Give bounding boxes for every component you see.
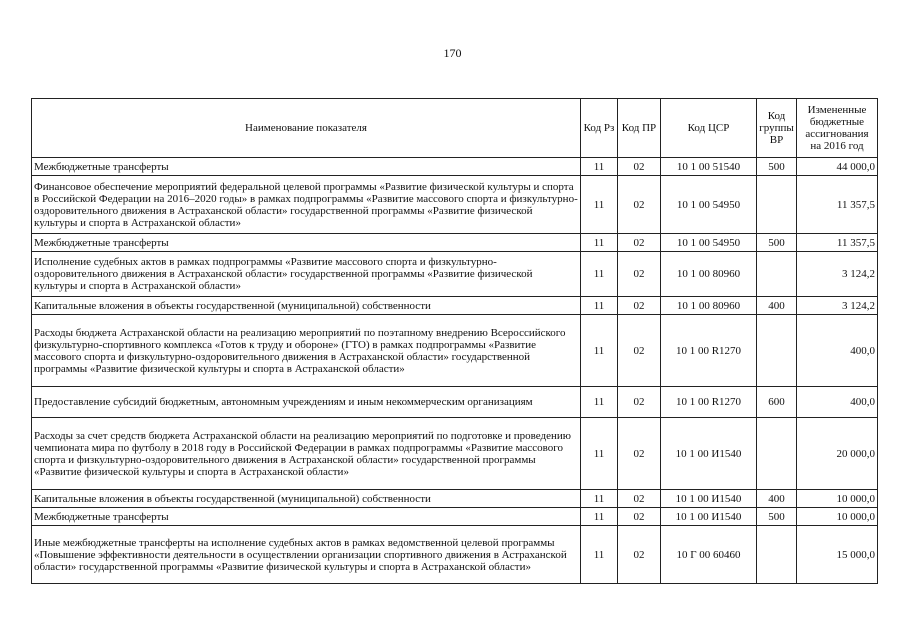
row-rz: 11 <box>581 490 618 508</box>
table-row <box>32 526 878 584</box>
page-number: 170 <box>443 46 462 60</box>
row-rz: 11 <box>581 387 618 418</box>
row-sum: 10 000,0 <box>797 490 878 508</box>
row-pr: 02 <box>618 387 661 418</box>
row-vr <box>757 252 797 297</box>
table-row <box>32 252 878 297</box>
row-rz: 11 <box>581 526 618 584</box>
row-csr: 10 1 00 80960 <box>661 297 757 315</box>
row-sum: 20 000,0 <box>797 418 878 490</box>
header-name: Наименование показателя <box>32 99 581 158</box>
row-name: Иные межбюджетные трансферты на исполнение судебных актов в рамках ведомственной целевой программы «Повышение эффективности деятельности в осуществлении организации спортивного движения в Астраханской области» государственной программы «Развитие физической культуры и спорта в Астраханской области» <box>32 526 581 584</box>
row-csr: 10 1 00 54950 <box>661 176 757 234</box>
header-csr: Код ЦСР <box>661 99 757 158</box>
row-csr: 10 1 00 И1540 <box>661 508 757 526</box>
row-rz: 11 <box>581 234 618 252</box>
row-vr <box>757 418 797 490</box>
table-row <box>32 508 878 526</box>
row-pr: 02 <box>618 418 661 490</box>
row-name: Расходы за счет средств бюджета Астраханской области на реализацию мероприятий по подготовке и проведению чемпионата мира по футболу в 2018 году в Российской Федерации в рамках подпрограммы «Развитие массового спорта и физкультурно-оздоровительного движения в Астраханской области» государственной программы «Развитие физической культуры и спорта в Астраханской области» <box>32 418 581 490</box>
row-rz: 11 <box>581 176 618 234</box>
row-pr: 02 <box>618 158 661 176</box>
header-vr: Код группы ВР <box>757 99 797 158</box>
row-pr: 02 <box>618 526 661 584</box>
row-vr: 500 <box>757 508 797 526</box>
header-rz: Код Рз <box>581 99 618 158</box>
row-vr: 500 <box>757 234 797 252</box>
row-sum: 400,0 <box>797 387 878 418</box>
table-row <box>32 158 878 176</box>
row-pr: 02 <box>618 508 661 526</box>
table-row <box>32 315 878 387</box>
row-csr: 10 1 00 R1270 <box>661 315 757 387</box>
row-rz: 11 <box>581 297 618 315</box>
row-pr: 02 <box>618 234 661 252</box>
row-vr: 600 <box>757 387 797 418</box>
row-vr <box>757 526 797 584</box>
row-vr <box>757 176 797 234</box>
row-csr: 10 1 00 54950 <box>661 234 757 252</box>
header-row <box>32 99 878 158</box>
row-rz: 11 <box>581 418 618 490</box>
row-sum: 44 000,0 <box>797 158 878 176</box>
header-sum: Измененные бюджетные ассигнования на 2016 год <box>797 99 878 158</box>
table-row <box>32 234 878 252</box>
row-sum: 3 124,2 <box>797 297 878 315</box>
row-pr: 02 <box>618 252 661 297</box>
row-sum: 15 000,0 <box>797 526 878 584</box>
row-rz: 11 <box>581 158 618 176</box>
row-vr: 500 <box>757 158 797 176</box>
row-sum: 3 124,2 <box>797 252 878 297</box>
row-name: Межбюджетные трансферты <box>32 234 581 252</box>
row-sum: 10 000,0 <box>797 508 878 526</box>
row-rz: 11 <box>581 315 618 387</box>
row-vr <box>757 315 797 387</box>
row-name: Межбюджетные трансферты <box>32 158 581 176</box>
row-vr: 400 <box>757 297 797 315</box>
row-name: Расходы бюджета Астраханской области на реализацию мероприятий по поэтапному внедрению Всероссийского физкультурно-спортивного комплекса «Готов к труду и обороне» (ГТО) в рамках подпрограммы «Развитие массового спорта и физкультурно-оздоровительного движения в Астраханской области» государственной программы «Развитие физической культуры и спорта в Астраханской области» <box>32 315 581 387</box>
budget-table <box>31 98 878 584</box>
row-name: Капитальные вложения в объекты государственной (муниципальной) собственности <box>32 490 581 508</box>
table-row <box>32 418 878 490</box>
row-name: Исполнение судебных актов в рамках подпрограммы «Развитие массового спорта и физкультурно-оздоровительного движения в Астраханской области» государственной программы «Развитие физической культуры и спорта в Астраханской области» <box>32 252 581 297</box>
row-csr: 10 1 00 И1540 <box>661 490 757 508</box>
row-pr: 02 <box>618 315 661 387</box>
row-rz: 11 <box>581 252 618 297</box>
table-row <box>32 490 878 508</box>
table-row <box>32 297 878 315</box>
row-pr: 02 <box>618 490 661 508</box>
row-name: Межбюджетные трансферты <box>32 508 581 526</box>
row-sum: 11 357,5 <box>797 176 878 234</box>
row-csr: 10 1 00 И1540 <box>661 418 757 490</box>
row-csr: 10 1 00 51540 <box>661 158 757 176</box>
row-csr: 10 Г 00 60460 <box>661 526 757 584</box>
row-csr: 10 1 00 80960 <box>661 252 757 297</box>
row-rz: 11 <box>581 508 618 526</box>
row-pr: 02 <box>618 297 661 315</box>
table-row <box>32 387 878 418</box>
row-name: Капитальные вложения в объекты государственной (муниципальной) собственности <box>32 297 581 315</box>
header-pr: Код ПР <box>618 99 661 158</box>
row-name: Предоставление субсидий бюджетным, автономным учреждениям и иным некоммерческим организациям <box>32 387 581 418</box>
row-sum: 11 357,5 <box>797 234 878 252</box>
row-name: Финансовое обеспечение мероприятий федеральной целевой программы «Развитие физической культуры и спорта в Российской Федерации на 2016–2020 годы» в рамках подпрограммы «Развитие массового спорта и физкультурно-оздоровительного движения в Астраханской области» государственной программы «Развитие физической культуры и спорта в Астраханской области» <box>32 176 581 234</box>
table-row <box>32 176 878 234</box>
row-pr: 02 <box>618 176 661 234</box>
row-csr: 10 1 00 R1270 <box>661 387 757 418</box>
row-vr: 400 <box>757 490 797 508</box>
row-sum: 400,0 <box>797 315 878 387</box>
